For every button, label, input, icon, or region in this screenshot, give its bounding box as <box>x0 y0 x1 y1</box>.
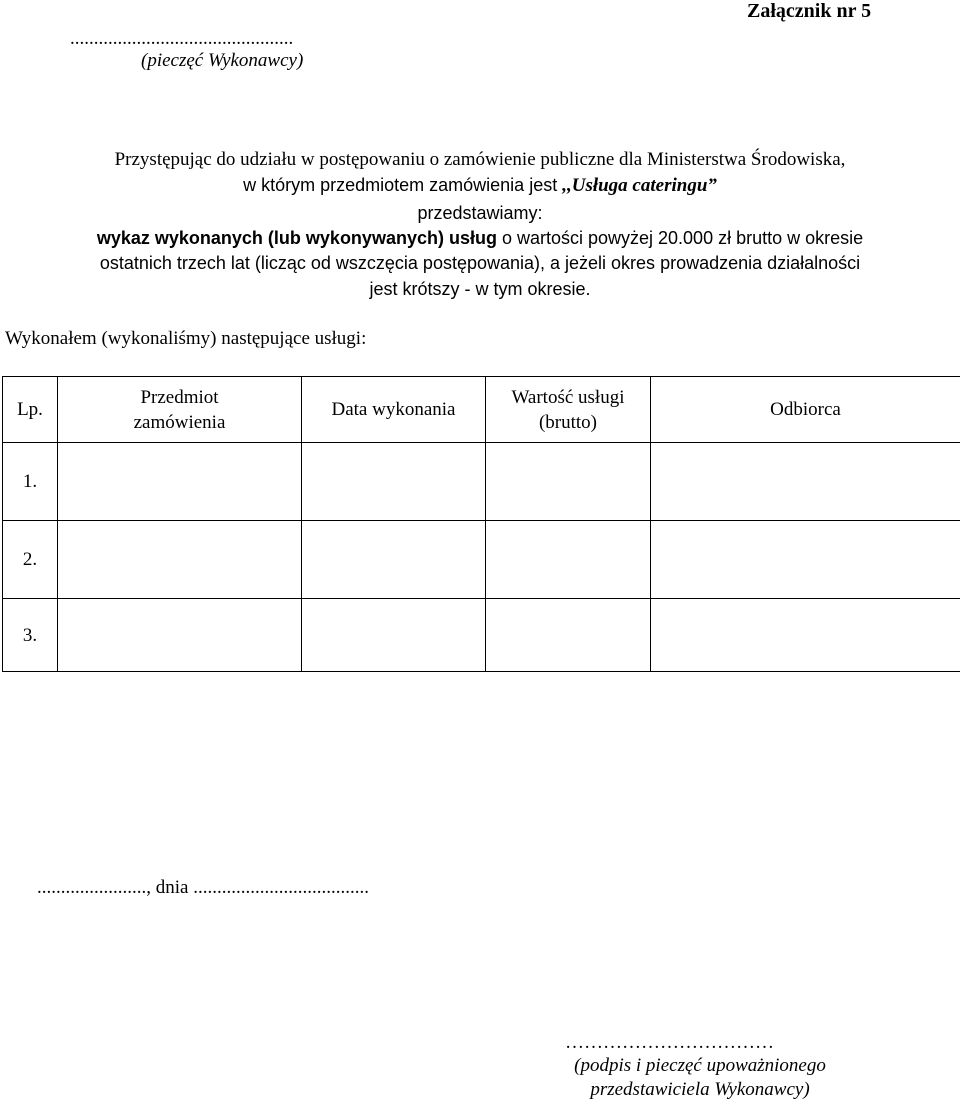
intro-line-3: przedstawiamy: <box>417 203 543 223</box>
intro-line-4-bold: wykaz wykonanych (lub wykonywanych) usług <box>96 228 497 248</box>
header-subject-line2: zamówienia <box>133 411 226 433</box>
row-subject-cell[interactable] <box>58 599 302 672</box>
row-subject-cell[interactable] <box>58 521 302 599</box>
intro-line-5: ostatnich trzech lat (licząc od wszczęcia postępowania), a jeżeli okres prowadzenia działalności <box>99 253 861 273</box>
header-value-line2: (brutto) <box>538 411 598 433</box>
header-recipient: Odbiorca <box>651 377 960 443</box>
service-name: ,,Usługa cateringu” <box>562 175 717 196</box>
signature-caption <box>540 1054 860 1102</box>
stamp-placeholder-dots: ............................................... <box>70 28 294 49</box>
intro-line-2-prefix: w którym przedmiotem zamówienia jest <box>243 175 563 195</box>
header-value <box>486 377 651 443</box>
row-recipient-cell[interactable] <box>651 599 960 672</box>
intro-line-6: jest krótszy - w tym okresie. <box>369 279 591 299</box>
row-subject-cell[interactable] <box>58 443 302 521</box>
header-date: Data wykonania <box>302 377 486 443</box>
attachment-label: Załącznik nr 5 <box>747 0 872 22</box>
intro-line-4-rest: o wartości powyżej 20.000 zł brutto w okresie <box>496 228 864 248</box>
row-lp: 3. <box>3 599 58 672</box>
performed-services-label: Wykonałem (wykonaliśmy) następujące usługi: <box>5 328 367 349</box>
row-lp: 1. <box>3 443 58 521</box>
signature-caption-line2: przedstawiciela Wykonawcy) <box>590 1079 810 1100</box>
header-lp: Lp. <box>3 377 58 443</box>
row-value-cell[interactable] <box>486 521 651 599</box>
table-row <box>3 443 960 521</box>
intro-line-1: Przystępując do udziału w postępowaniu o zamówienie publiczne dla Ministerstwa Środowiska, <box>114 149 846 170</box>
header-subject-line1: Przedmiot <box>140 386 219 408</box>
row-value-cell[interactable] <box>486 443 651 521</box>
intro-line-4 <box>0 228 960 249</box>
intro-line-2 <box>0 175 960 197</box>
place-and-date: ......................., dnia ..................................... <box>37 877 369 898</box>
table-row <box>3 599 960 672</box>
row-date-cell[interactable] <box>302 599 486 672</box>
row-date-cell[interactable] <box>302 521 486 599</box>
table-header-row <box>3 377 960 443</box>
row-value-cell[interactable] <box>486 599 651 672</box>
signature-caption-line1: (podpis i pieczęć upoważnionego <box>574 1055 826 1076</box>
services-table <box>2 376 960 672</box>
signature-dots: …………………………… <box>565 1032 774 1053</box>
header-value-line1: Wartość usługi <box>511 386 625 408</box>
table-row <box>3 521 960 599</box>
row-lp: 2. <box>3 521 58 599</box>
row-date-cell[interactable] <box>302 443 486 521</box>
row-recipient-cell[interactable] <box>651 443 960 521</box>
stamp-caption: (pieczęć Wykonawcy) <box>141 50 304 71</box>
header-subject <box>58 377 302 443</box>
row-recipient-cell[interactable] <box>651 521 960 599</box>
